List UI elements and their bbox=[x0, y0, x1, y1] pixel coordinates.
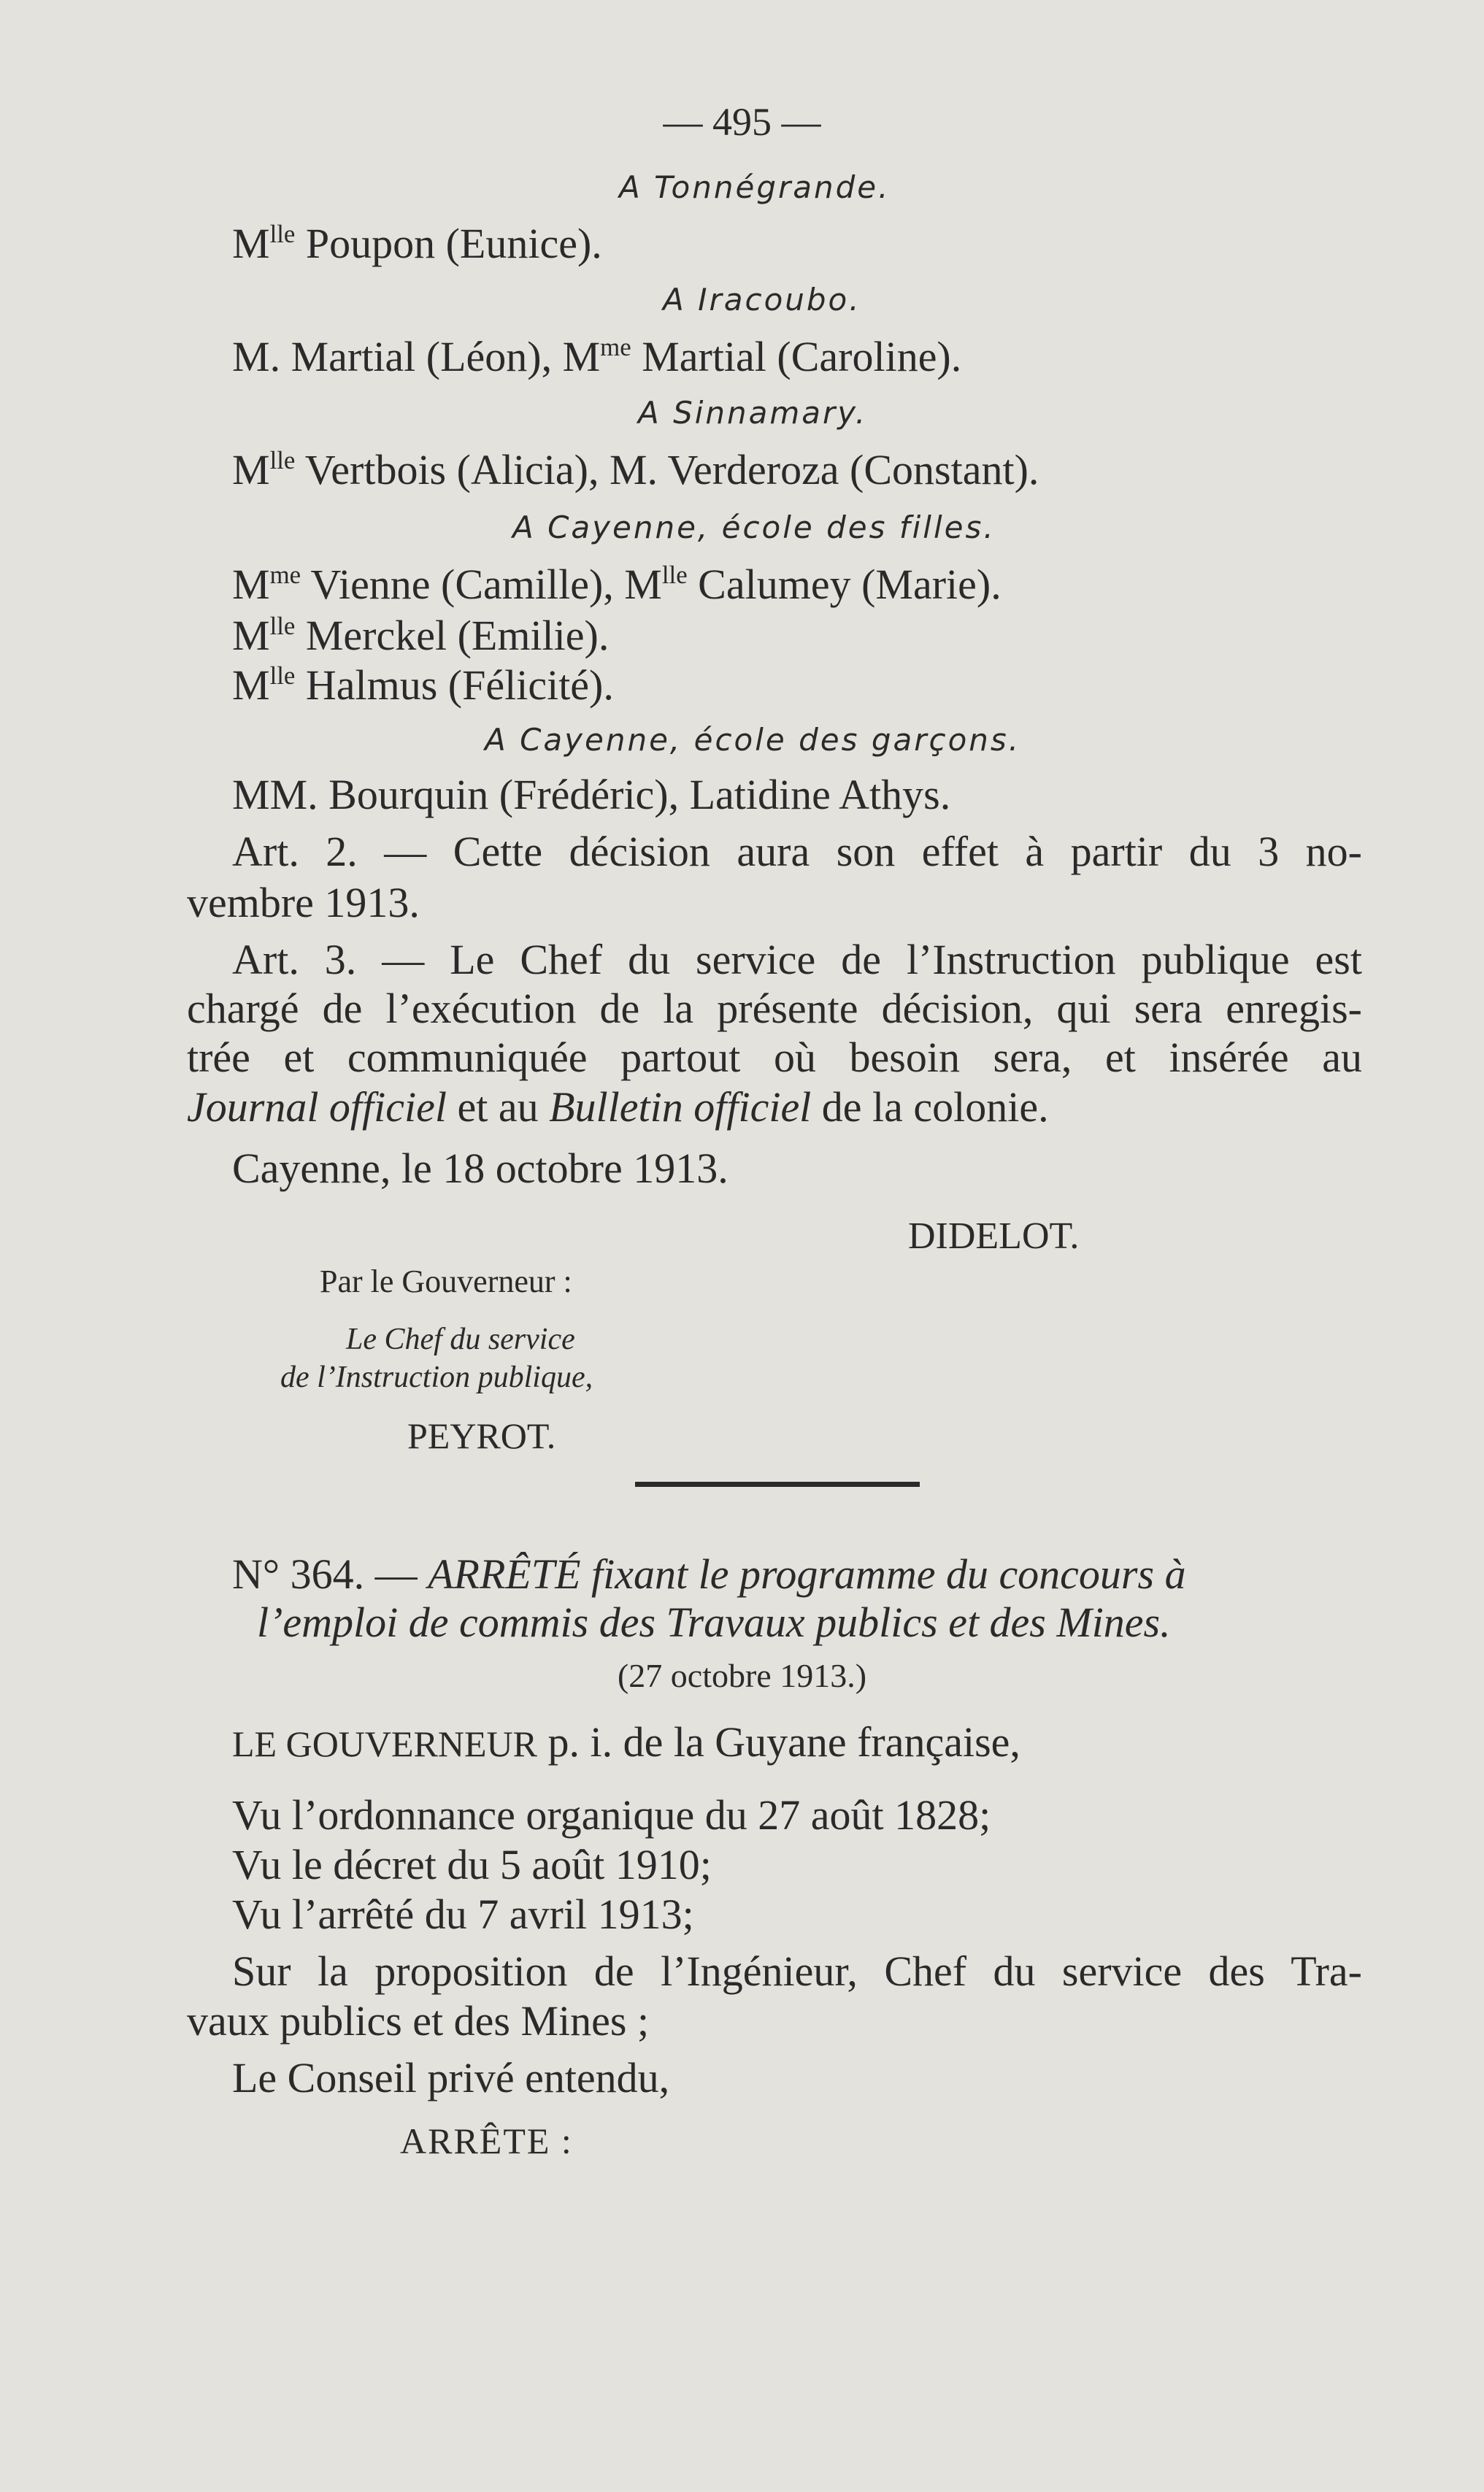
entry-vertbois: $M^{lle}$ Vertbois (Alicia), M. Verderoza (Constant). bbox=[232, 446, 1039, 493]
page-number: — 495 — bbox=[663, 100, 821, 144]
arrete-date: (27 octobre 1913.) bbox=[617, 1657, 867, 1694]
arrete-title-line-1: N° 364. — ARRÊTÉ fixant le programme du concours à bbox=[232, 1550, 1186, 1598]
entry-merckel: $M^{lle}$ Merckel (Emilie). bbox=[232, 612, 610, 659]
arrete-word: ARRÊTE : bbox=[400, 2120, 573, 2161]
par-le-gouverneur: Par le Gouverneur : bbox=[320, 1264, 572, 1299]
signature-peyrot: PEYROT. bbox=[407, 1415, 556, 1456]
journal-officiel: Journal officiel bbox=[187, 1083, 447, 1131]
article-3-line-4: Journal officiel et au Bulletin officiel de la colonie. bbox=[187, 1083, 1049, 1131]
entry-vienne: $M^{me}$ Vienne (Camille), $M^{lle}$ Calumey (Marie). bbox=[232, 561, 1001, 608]
entry-halmus: $M^{lle}$ Halmus (Félicité). bbox=[232, 661, 614, 709]
heading-iracoubo: A Iracoubo. bbox=[663, 282, 861, 318]
article-2-line-1: Art. 2. — Cette décision aura son effet à partir du 3 no- bbox=[232, 828, 1362, 875]
heading-sinnamary: A Sinnamary. bbox=[638, 395, 868, 431]
entry-martial: M. Martial (Léon), $M^{me}$ Martial (Caroline). bbox=[232, 333, 962, 380]
vu-arrete: Vu l’arrêté du 7 avril 1913; bbox=[232, 1891, 694, 1938]
proposition-line-1: Sur la proposition de l’Ingénieur, Chef du service des Tra- bbox=[232, 1947, 1362, 1995]
gouverneur-line: LE GOUVERNEUR p. i. de la Guyane française, bbox=[232, 1718, 1020, 1766]
signature-didelot: DIDELOT. bbox=[908, 1215, 1080, 1257]
bulletin-officiel: Bulletin officiel bbox=[549, 1083, 812, 1131]
heading-tonnegrande: A Tonnégrande. bbox=[619, 169, 891, 205]
chef-du-service-line-1: Le Chef du service bbox=[346, 1323, 575, 1356]
article-2-line-2: vembre 1913. bbox=[187, 879, 420, 926]
vu-decret: Vu le décret du 5 août 1910; bbox=[232, 1841, 712, 1888]
entry-bourquin: MM. Bourquin (Frédéric), Latidine Athys. bbox=[232, 771, 951, 818]
arrete-number: N° 364. bbox=[232, 1550, 365, 1598]
vu-ordonnance: Vu l’ordonnance organique du 27 août 1828; bbox=[232, 1791, 991, 1839]
section-divider bbox=[635, 1482, 920, 1487]
article-3-line-2: chargé de l’exécution de la présente décision, qui sera enregis- bbox=[187, 985, 1362, 1032]
article-3-line-3: trée et communiquée partout où besoin sera, et insérée au bbox=[187, 1034, 1362, 1081]
article-3-line-1: Art. 3. — Le Chef du service de l’Instruction publique est bbox=[232, 936, 1362, 983]
proposition-line-2: vaux publics et des Mines ; bbox=[187, 1997, 650, 2045]
arrete-title-line-2: l’emploi de commis des Travaux publics et des Mines. bbox=[257, 1599, 1171, 1646]
date-place: Cayenne, le 18 octobre 1913. bbox=[232, 1145, 728, 1192]
conseil-prive: Le Conseil privé entendu, bbox=[232, 2054, 670, 2101]
heading-cayenne-garcons: A Cayenne, école des garçons. bbox=[485, 722, 1021, 758]
heading-cayenne-filles: A Cayenne, école des filles. bbox=[512, 509, 996, 545]
entry-poupon: $M^{lle}$ Poupon (Eunice). bbox=[232, 220, 602, 267]
chef-du-service-line-2: de l’Instruction publique, bbox=[280, 1361, 593, 1394]
